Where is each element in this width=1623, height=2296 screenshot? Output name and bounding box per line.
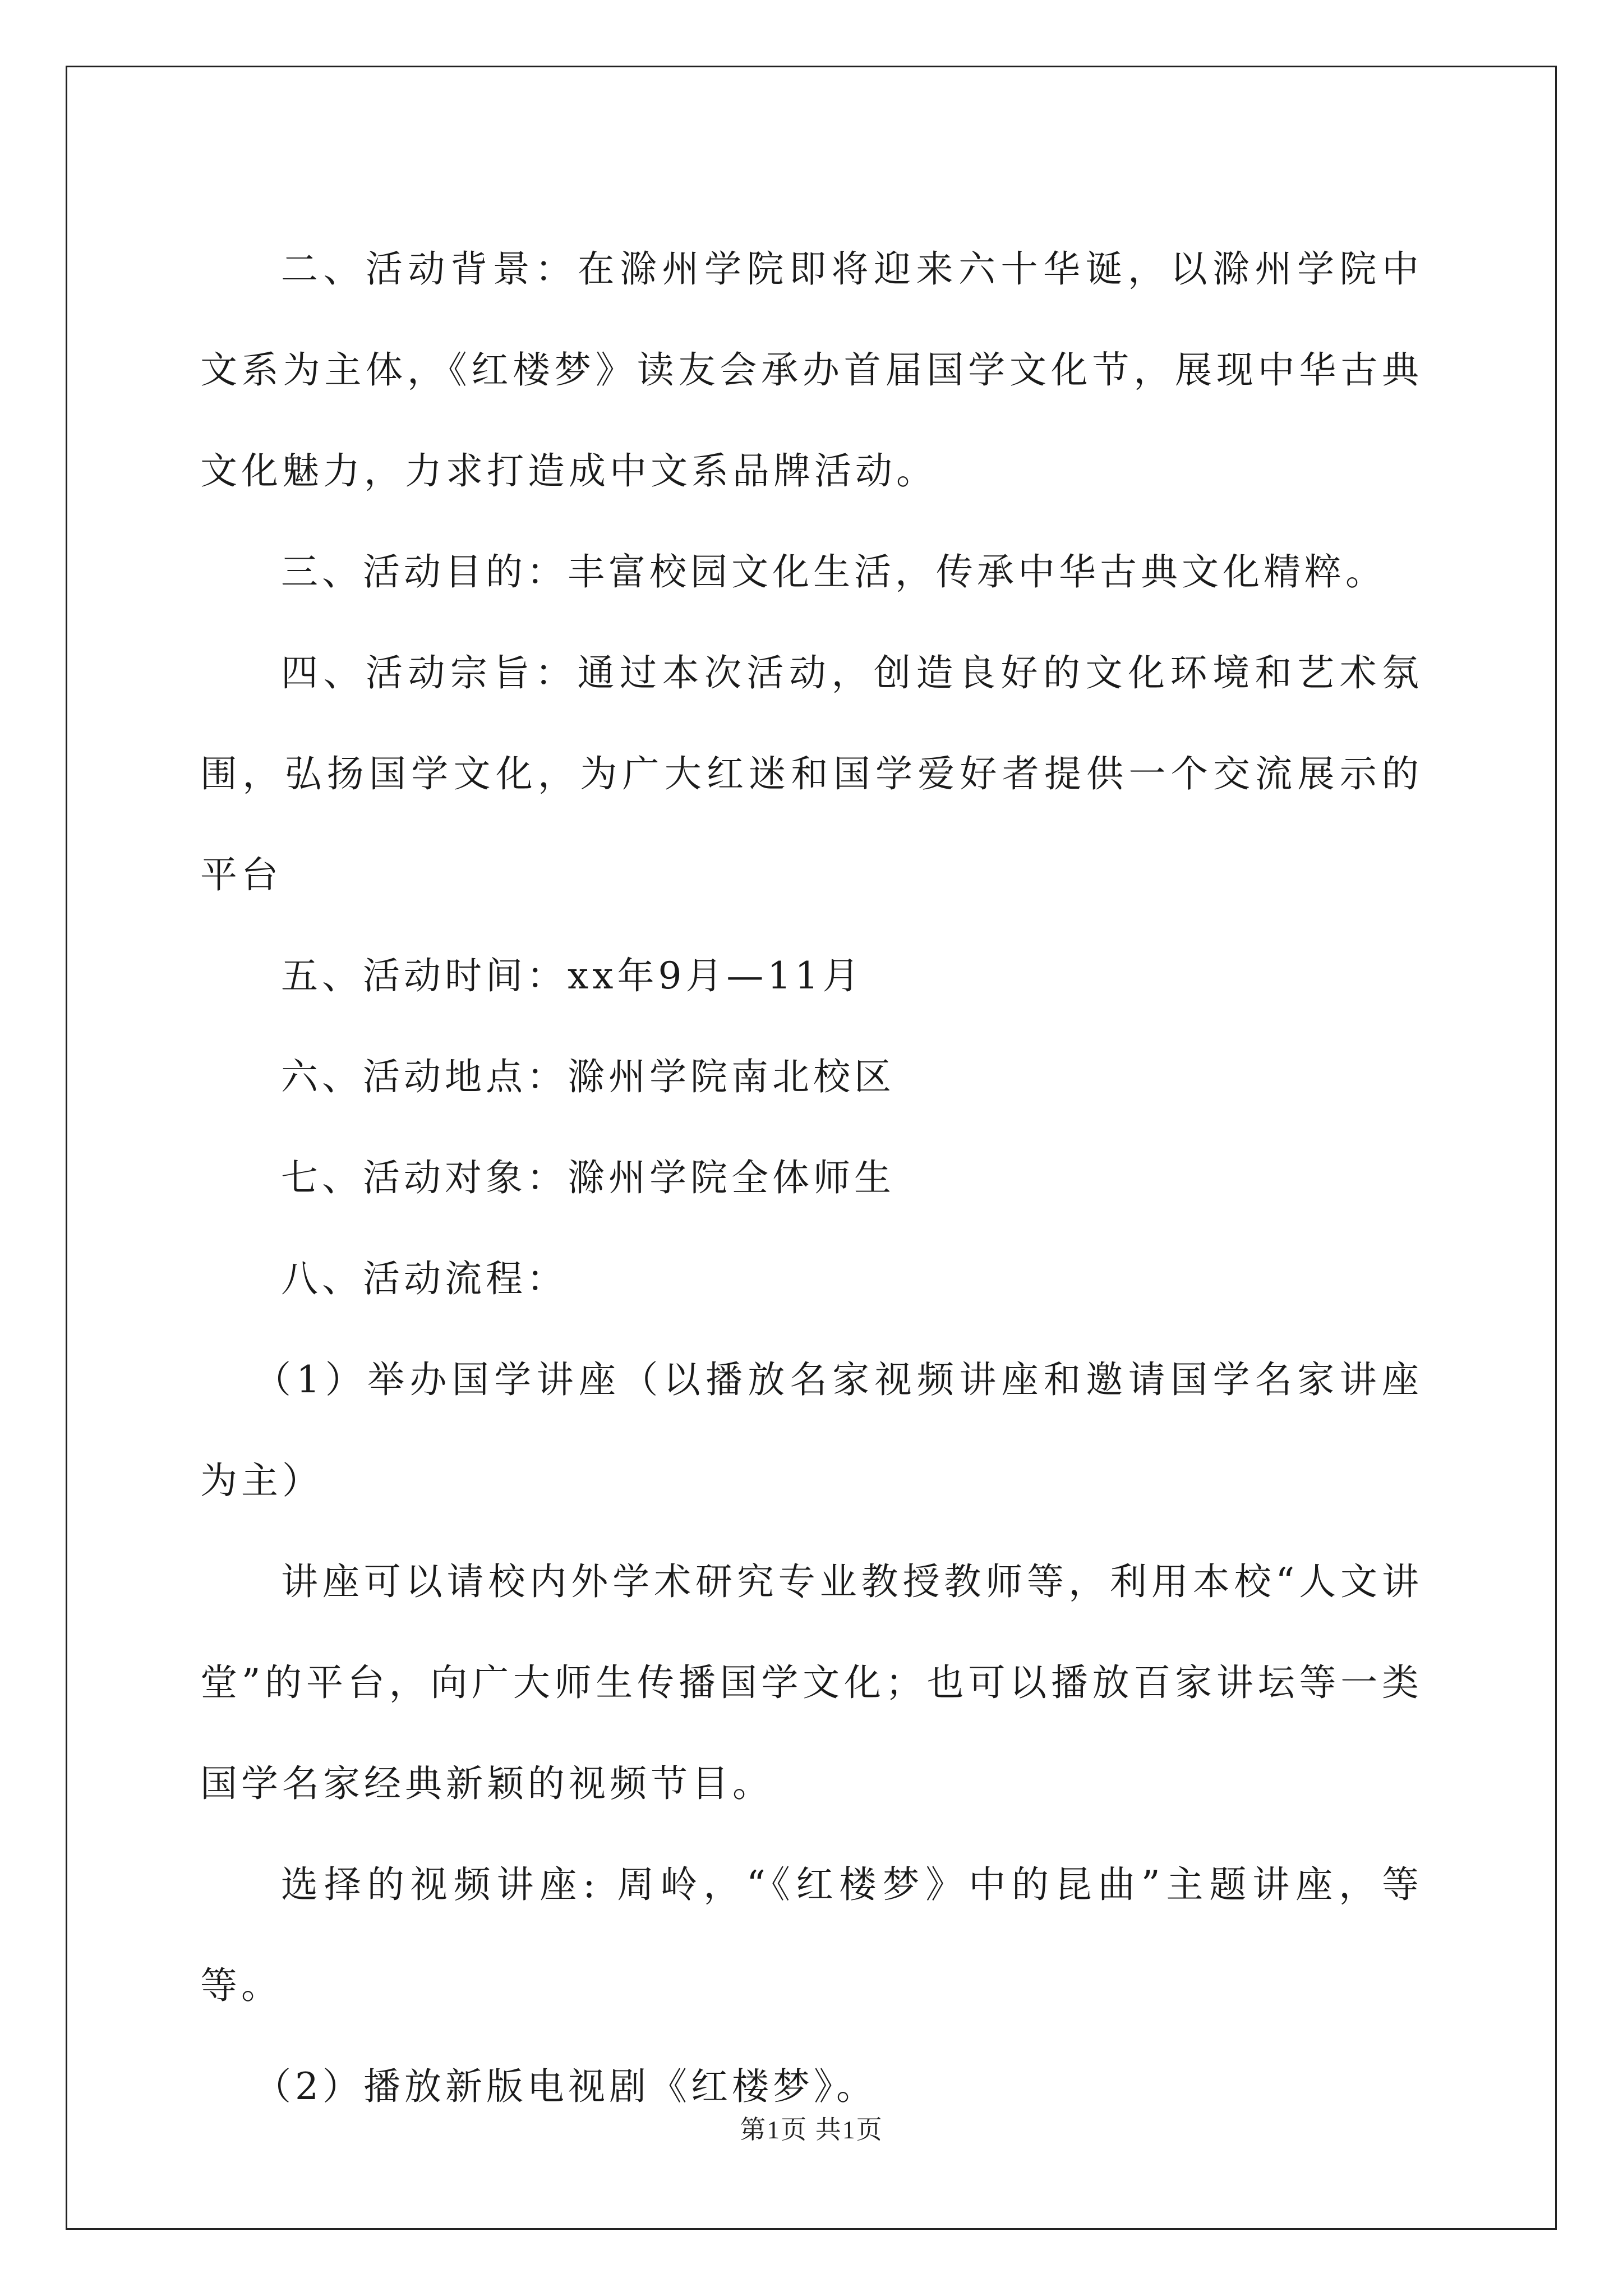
paragraph-location: 六、活动地点：滁州学院南北校区 <box>281 1055 895 1098</box>
paragraph-time: 五、活动时间：xx年9月—11月 <box>281 954 864 997</box>
page-number-footer: 第1页 共1页 <box>740 2115 883 2144</box>
paragraph-purpose: 三、活动目的：丰富校园文化生活，传承中华古典文化精粹。 <box>281 550 1386 593</box>
paragraph-background: 二、活动背景：在滁州学院即将迎来六十华诞，以滁州学院中文系为主体，《红楼梦》读友会承办首届国学文化节，展现中华古典文化魅力，力求打造成中文系品牌活动。 <box>200 247 1423 493</box>
paragraph-process-heading: 八、活动流程： <box>281 1257 568 1300</box>
paragraph-tv-item: （2）播放新版电视剧《红楼梦》。 <box>254 2065 877 2108</box>
paragraph-lecture-detail: 讲座可以请校内外学术研究专业教授教师等，利用本校“人文讲堂”的平台，向广大师生传播国学文化；也可以播放百家讲坛等一类国学名家经典新颖的视频节目。 <box>200 1560 1423 1805</box>
document-body <box>200 219 1423 2137</box>
paragraph-lecture-item: （1）举办国学讲座（以播放名家视频讲座和邀请国学名家讲座为主） <box>200 1358 1423 1502</box>
paragraph-video-lecture: 选择的视频讲座: 周岭，“《红楼梦》中的昆曲”主题讲座，等等。 <box>200 1863 1423 2007</box>
paragraph-audience: 七、活动对象：滁州学院全体师生 <box>281 1156 895 1199</box>
paragraph-aim: 四、活动宗旨：通过本次活动，创造良好的文化环境和艺术氛围，弘扬国学文化，为广大红迷和国学爱好者提供一个交流展示的平台 <box>200 651 1423 896</box>
